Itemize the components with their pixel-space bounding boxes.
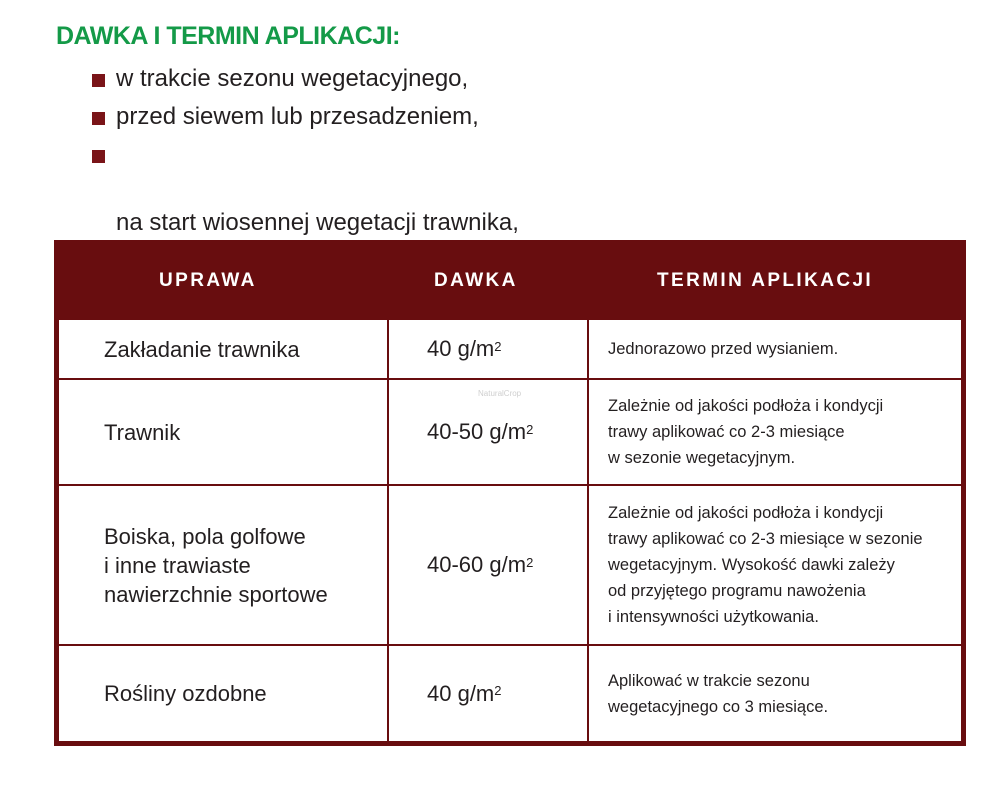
list-item-text: w trakcie sezonu wegetacyjnego, [116,65,469,92]
table-cell-term [589,320,961,378]
table-cell-dose [389,486,587,644]
watermark: NaturalCrop [478,389,522,398]
dose-exponent: 2 [526,421,534,437]
table-header [54,240,966,320]
table-cell-term [589,486,961,644]
square-bullet-icon [92,150,105,163]
table-cell-crop [59,486,387,644]
dose-text: 40-60 g/m [427,552,527,577]
dose-exponent: 2 [494,683,502,698]
list-item-text: na start wiosennej wegetacji trawnika, [116,209,519,236]
crop-text: Rośliny ozdobne [104,681,267,706]
term-text: Zależnie od jakości podłoża i kondycji trawy aplikować co 2-3 miesiące w sezonie wegetacyjnym. [608,397,884,467]
dose-text: 40 g/m [427,336,495,361]
crop-text: Trawnik [104,419,181,445]
list-item [92,100,519,134]
term-text: Aplikować w trakcie sezonu wegetacyjnego co 3 miesiące. [608,671,829,716]
dose-exponent: 2 [526,554,534,570]
section-heading: DAWKA I TERMIN APLIKACJI: [56,22,400,50]
dose-text: 40 g/m [427,680,495,706]
dosage-table [54,240,966,746]
list-item [92,62,519,96]
table-cell-crop [59,320,387,378]
term-text: Zależnie od jakości podłoża i kondycji trawy aplikować co 2-3 miesiące w sezonie wegetacyjnym. Wysokość dawki zależy od przyjętego programu nawożenia i intensywności użytkowania. [608,504,923,626]
square-bullet-icon [92,74,105,87]
table-cell-dose [389,320,587,378]
header-dose: DAWKA [434,270,518,291]
table-cell-term [589,646,961,741]
square-bullet-icon [92,112,105,125]
table-cell-dose [389,646,587,741]
crop-text: Zakładanie trawnika [104,336,300,362]
crop-text: Boiska, pola golfowe i inne trawiaste nawierzchnie sportowe [104,523,328,607]
dose-text: 40-50 g/m [427,419,527,444]
table-cell-crop [59,646,387,741]
header-term: TERMIN APLIKACJI [657,270,874,291]
table-cell-crop [59,380,387,484]
dose-exponent: 2 [494,338,502,354]
term-text: Jednorazowo przed wysianiem. [608,340,839,358]
header-crop: UPRAWA [159,270,257,291]
list-item-text: przed siewem lub przesadzeniem, [116,103,479,130]
table-cell-term [589,380,961,484]
